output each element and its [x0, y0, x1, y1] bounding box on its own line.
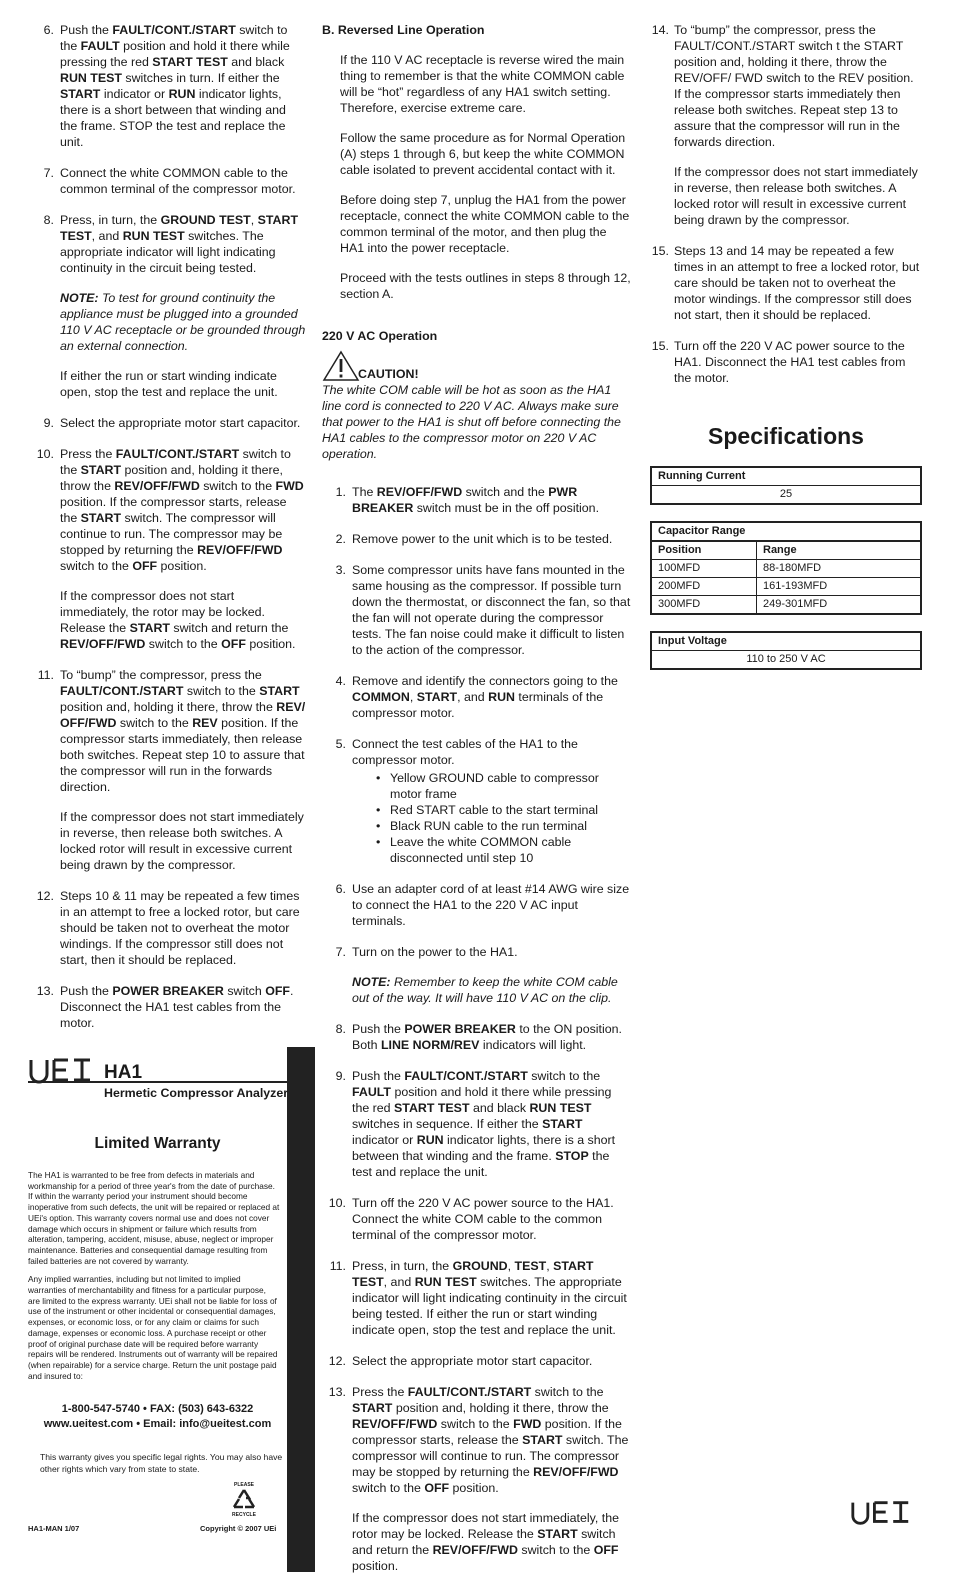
table-row: 100MFD 88-180MFD	[652, 559, 920, 577]
step-220-13: 13. Press the FAULT/CONT./START switch to the START position and, holding it there, throw the REV/OFF/FWD switch to the FWD position. If the compressor starts, release the START switch. The compressor will continue to run. The compressor may be stopped by returning the REV/OFF/FWD switch to the OFF position. If the compressor does not start immediately, the rotor may be locked. Release the START switch and return the REV/OFF/FWD switch to the OFF position.	[328, 1385, 629, 1573]
cable-list	[376, 770, 632, 866]
step-220-1: 1. The REV/OFF/FWD switch and the PWR BREAKER switch must be in the off position.	[335, 485, 600, 515]
step-8: 8. Press, in turn, the GROUND TEST, START TEST, and RUN TEST switches. The appropriate indicator will light indicating continuity in the circuit being tested. NOTE: To test for ground continuity the appliance must be plugged into a grounded 110 V AC receptacle or be grounded through an external connection. If either the run or start winding indicate open, stop the test and replace the unit.	[43, 213, 306, 399]
section-heading: B. Reversed Line Operation	[322, 23, 485, 37]
step-220-9: 9. Push the FAULT/CONT./START switch to the FAULT position and hold it there while pressing the red START TEST and black RUN TEST switches in sequence. If either the START indicator or RUN indicator lights, there is a short between that winding and the frame. STOP the test and replace the unit.	[335, 1069, 616, 1179]
uei-logo-footer	[850, 1500, 912, 1526]
note: NOTE: Remember to keep the white COM cable out of the way. It will have 110 V AC on the clip.	[352, 975, 618, 1005]
step-9: 9. Select the appropriate motor start capacitor.	[43, 416, 301, 430]
step-6: 6. Push the FAULT/CONT./START switch to the FAULT position and hold it there while pressing the red START TEST and black RUN TEST switches in turn. If either the START indicator or RUN indicator lights, there is a short between that winding and the frame. STOP the test and replace the unit.	[43, 23, 290, 149]
black-sidebar	[287, 1047, 315, 1572]
spec-input-voltage: Input Voltage 110 to 250 V AC	[650, 631, 922, 670]
step-220-14: 14. To “bump” the compressor, press the FAULT/CONT./START switch t the START position and, holding it there, throw the REV/OFF/ FWD switch to the REV position. If the compressor starts immediately then release both switches. Repeat step 13 to assure that the compressor will run in the forwards direction. If the compressor does not start immediately in reverse, then release both switches. A locked rotor will result in excessive current being drawn by the compressor.	[651, 23, 918, 227]
recycle-icon	[231, 1488, 257, 1510]
step-220-8: 8. Push the POWER BREAKER to the ON position. Both LINE NORM/REV indicators will light.	[335, 1022, 622, 1052]
step-220-12: 12. Select the appropriate motor start capacitor.	[328, 1354, 593, 1368]
warranty-title: Limited Warranty	[94, 1135, 221, 1152]
uei-logo	[28, 1058, 94, 1084]
manual-code: HA1-MAN 1/07	[28, 1524, 80, 1533]
column-1	[28, 22, 306, 1046]
copyright: Copyright © 2007 UEi	[200, 1524, 277, 1533]
section-heading-220: 220 V AC Operation	[322, 329, 438, 343]
table-row: 200MFD 161-193MFD	[652, 577, 920, 595]
step-13: 13. Push the POWER BREAKER switch OFF. Disconnect the HA1 test cables from the motor.	[36, 984, 294, 1030]
product-subtitle: Hermetic Compressor Analyzer	[104, 1086, 289, 1100]
warning-icon	[322, 350, 360, 382]
list-item: • Yellow GROUND cable to compressor motor frame	[376, 770, 632, 802]
step-220-5: 5. Connect the test cables of the HA1 to the compressor motor. • Yellow GROUND cable to compressor motor frame • Red START cable to the start terminal • Black RUN cable to the run terminal • Leave the white COMMON cable disconnected until step 10	[322, 736, 632, 866]
step-7: 7. Connect the white COMMON cable to the common terminal of the compressor motor.	[43, 166, 296, 196]
step-220-6: 6. Use an adapter cord of at least #14 AWG wire size to connect the HA1 to the 220 V AC input terminals.	[335, 882, 630, 928]
column-2: B. Reversed Line Operation If the 110 V AC receptacle is reverse wired the main thing to remember is that the white COMMON cable will be “hot” regardless of any HA1 switch setting. Therefore, exercise extreme care. Follow the same procedure as for Normal Operation (A) steps 1 through 6, but keep the white COMMON cable isolated to prevent accidental contact with it. Before doing step 7, unplug the HA1 from the power receptacle, connect the white COMMON cable to the common terminal of the motor, and then plug the HA1 into the power receptacle. Proceed with the tests outlines in steps 8 through 12, section A. 220 V AC Operation CAUTION! The white COM cable will be hot as soon as the HA1 line cord is connected to 220 V AC. Always make sure that power to the HA1 is shut off before connecting the HA1 cables to the compressor motor on 220 V AC operation. 1. The REV/OFF/FWD switch and the PWR BREAKER switch must be in the off position. 2. Remove power to the unit which is to be tested. 3. Some compressor units have fans mounted in the same housing as the compressor. If possible turn down the thermostat, or disconnect the fan, so that the fan will not operate during the compressor tests. The fan noise could make it difficult to listen to the action of the compressor. 4. Remove and identify the connectors going to the COMMON, START, and RUN terminals of the compressor motor. 5. Connect the test cables of the HA1 to the compressor motor. • Yellow GROUND cable to compressor motor frame • Red START cable to the start terminal • Black RUN cable to the run terminal • Leave the white COMMON cable disconnected until step 10 6. Use an adapter cord of at least #14 AWG wire size to connect the HA1 to the 220 V AC input terminals. 7. Turn on the power to the HA1. NOTE: Remember to keep the white COM cable out of the way. It will have 110 V AC on the clip. 8. Push the POWER BREAKER to the ON position. Both LINE NORM/REV indicators will light. 9. Push the FAULT/CONT./START switch to the FAULT position and hold it there while pressing the red START TEST and black RUN TEST switches in sequence. If either the START indicator or RUN indicator lights, there is a short between that winding and the frame. STOP the test and replace the unit. 10. Turn off the 220 V AC power source to the HA1. Connect the white COM cable to the common terminal of the compressor motor. 11. Press, in turn, the GROUND, TEST, START TEST, and RUN TEST switches. The appropriate indicator will light indicating continuity in the circuit being tested. If either the run or start winding indicate open, stop the test and replace the unit. 12. Select the appropriate motor start capacitor. 13. Press the FAULT/CONT./START switch to the START position and, holding it there, throw the REV/OFF/FWD switch to the FWD position. If the compressor starts, release the START switch. The compressor will continue to run. The compressor may be stopped by returning the REV/OFF/FWD switch to the OFF position. If the compressor does not start immediately, the rotor may be locked. Release the START switch and return the REV/OFF/FWD switch to the OFF position.	[322, 22, 632, 1589]
warranty-text: The HA1 is warranted to be free from defects in materials and workmanship for a period of three year's from the date of purchase. If within the warranty period your instrument should become inoperative from such defects, the unit will be repaired or replaced at UEi's option. This warranty covers normal use and does not cover damage which occurs in shipment or failure which results from alteration, tampering, accident, misuse, abuse, neglect or improper maintenance. Batteries and consequential damage resulting from failed batteries are not covered by warranty. Any implied warranties, including but not limited to implied warranties of merchantability and fitness for a particular purpose, are limited to the express warranty. UEi shall not be liable for loss of use of the instrument or other incidental or consequential damages, expenses, or economic loss, or for any claim or claims for such damage, expenses or economic loss. A purchase receipt or other proof of original purchase date will be required before warranty repairs will be rendered. Instruments out of warranty will be repaired (when repairable) for a service charge. Return the unit postage paid and insured to:	[28, 1170, 280, 1381]
step-220-15b: 15. Turn off the 220 V AC power source to the HA1. Disconnect the HA1 test cables from the motor.	[651, 339, 906, 385]
step-220-2: 2. Remove power to the unit which is to be tested.	[335, 532, 613, 546]
step-220-10: 10. Turn off the 220 V AC power source to the HA1. Connect the white COM cable to the common terminal of the compressor motor.	[328, 1196, 614, 1242]
list-item: • Red START cable to the start terminal	[376, 802, 632, 818]
step-220-11: 11. Press, in turn, the GROUND, TEST, START TEST, and RUN TEST switches. The appropriate indicator will light indicating continuity in the circuit being tested. If either the run or start winding indicate open, stop the test and replace the unit.	[329, 1259, 627, 1337]
step-220-3: 3. Some compressor units have fans mounted in the same housing as the compressor. If possible turn down the thermostat, or disconnect the fan, so that the fan will not operate during the compressor tests. The fan noise could make it difficult to listen to the action of the compressor.	[335, 563, 631, 657]
note: NOTE: To test for ground continuity the appliance must be plugged into a grounded 110 V AC receptacle or be grounded through an external connection.	[60, 291, 306, 353]
contact-info: 1-800-547-5740 • FAX: (503) 643-6322 www.ueitest.com • Email: info@ueitest.com	[43, 1403, 272, 1430]
specifications-title: Specifications	[708, 423, 864, 449]
step-12: 12. Steps 10 & 11 may be repeated a few times in an attempt to free a locked rotor, but care should be taken not to overheat the motor windings. If the compressor still does not start, then it should be replaced.	[36, 889, 300, 967]
spec-running-current: Running Current 25	[650, 466, 922, 505]
product-name: HA1	[104, 1062, 143, 1083]
list-item: • Black RUN cable to the run terminal	[376, 818, 632, 834]
recycle-badge: PLEASE RECYCLE	[232, 1482, 256, 1518]
spec-capacitor-range: Capacitor Range Position Range 100MFD 88-180MFD 200MFD 161-193MFD 300MFD 249-301MFD	[650, 521, 922, 615]
step-220-7: 7. Turn on the power to the HA1. NOTE: Remember to keep the white COM cable out of the way. It will have 110 V AC on the clip.	[322, 944, 632, 1006]
legal-rights: This warranty gives you specific legal rights. You may also have other rights which vary from state to state.	[40, 1452, 283, 1474]
caution: CAUTION!	[322, 350, 632, 382]
step-10: 10. Press the FAULT/CONT./START switch to the START position and, holding it there, throw the REV/OFF/FWD switch to the FWD position. If the compressor starts, release the START switch. The compressor will continue to run. The compressor may be stopped by returning the REV/OFF/FWD switch to the OFF position. If the compressor does not start immediately, the rotor may be locked. Release the START switch and return the REV/OFF/FWD switch to the OFF position.	[36, 447, 304, 651]
list-item: • Leave the white COMMON cable disconnected until step 10	[376, 834, 632, 866]
column-3	[650, 22, 922, 686]
step-220-4: 4. Remove and identify the connectors going to the COMMON, START, and RUN terminals of the compressor motor.	[335, 674, 618, 720]
table-row: 300MFD 249-301MFD	[652, 595, 920, 613]
step-220-15a: 15. Steps 13 and 14 may be repeated a few times in an attempt to free a locked rotor, but care should be taken not to overheat the motor windings. If the compressor still does not start, then it should be replaced.	[651, 244, 920, 322]
step-11: 11. To “bump” the compressor, press the FAULT/CONT./START switch to the START position and, holding it there, throw the REV/ OFF/FWD switch to the REV position. If the compressor starts immediately, then release both switches. Repeat step 10 to assure that the compressor will run in the forwards direction. If the compressor does not start immediately in reverse, then release both switches. A locked rotor will result in excessive current being drawn by the compressor.	[37, 668, 306, 872]
